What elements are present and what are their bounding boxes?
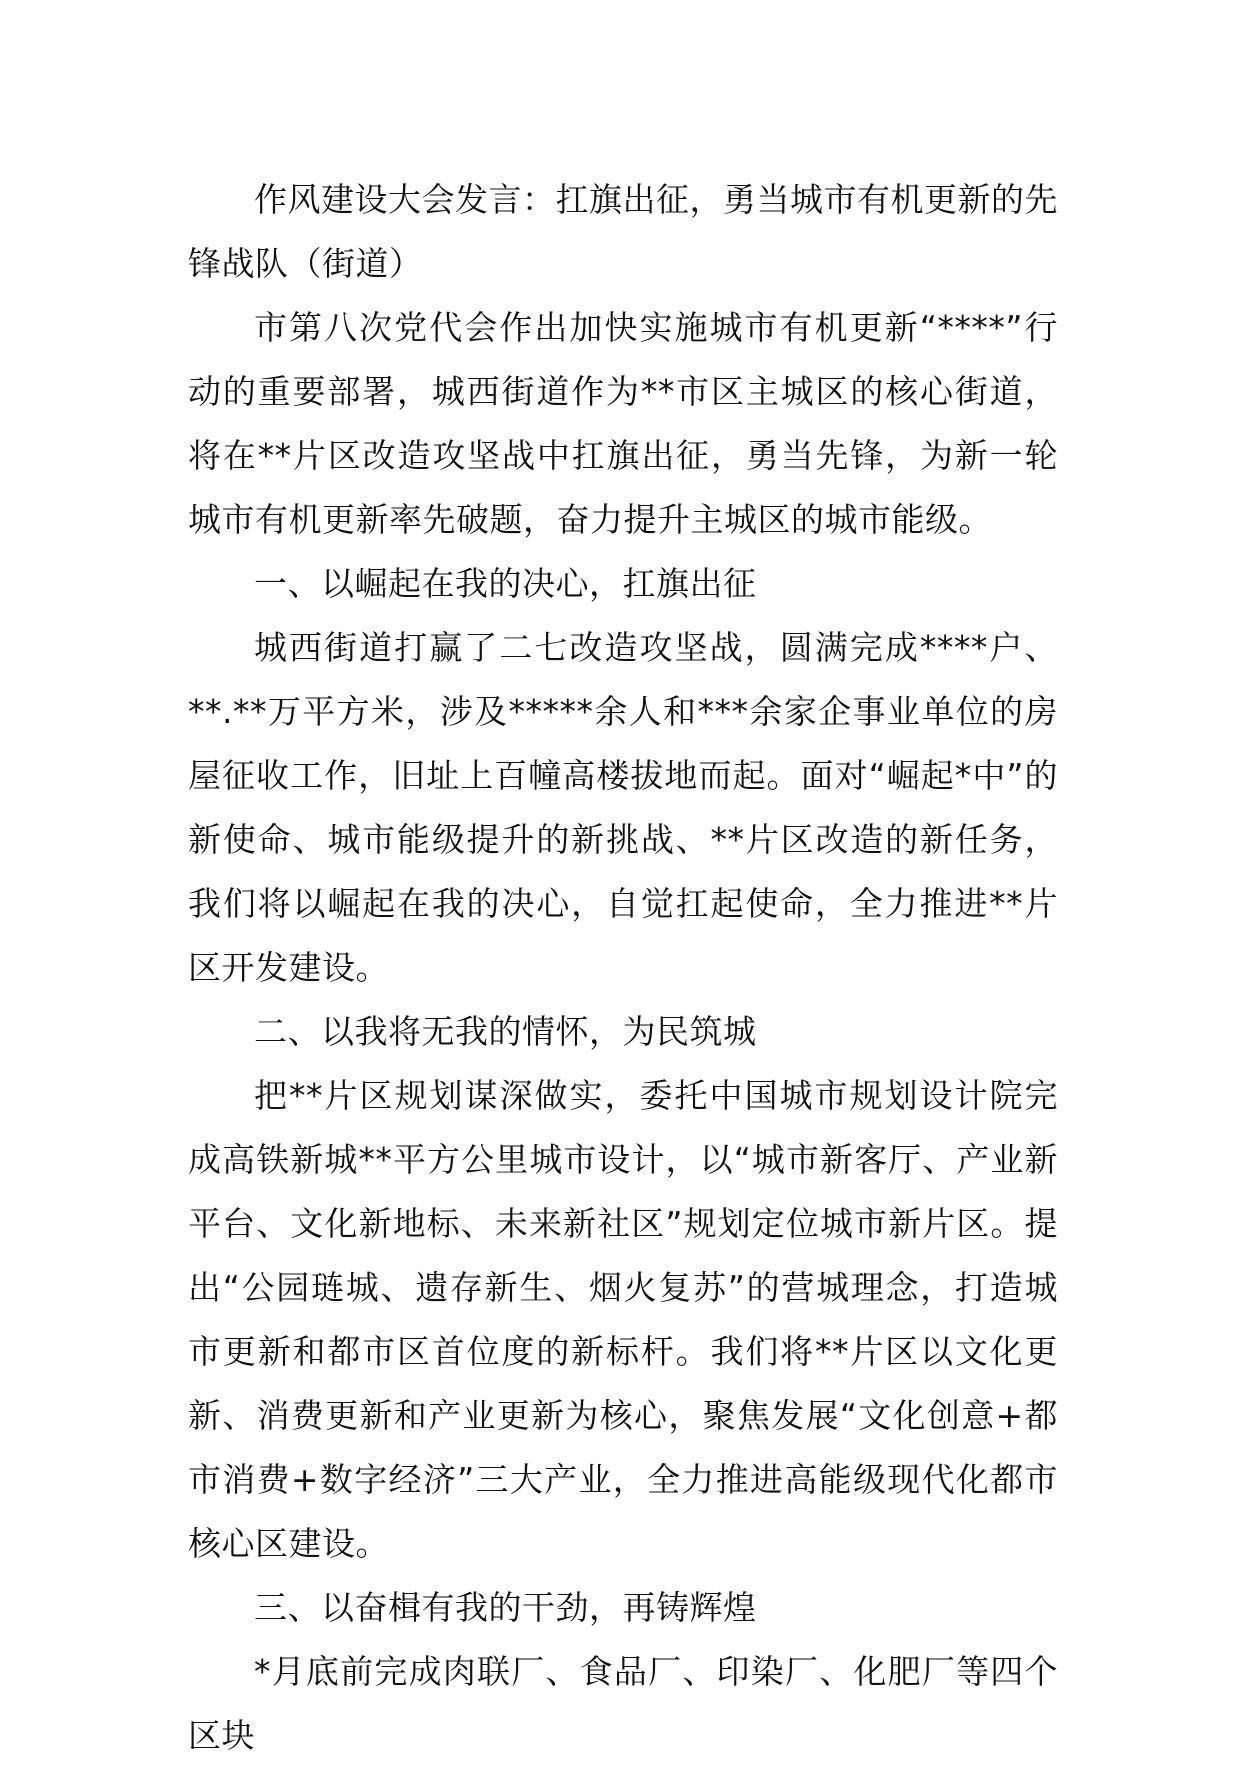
section-3-body: *月底前完成肉联厂、食品厂、印染厂、化肥厂等四个区块 xyxy=(188,1652,1058,1755)
section-3-heading: 三、以奋楫有我的干劲，再铸辉煌 xyxy=(254,1588,757,1627)
intro-paragraph: 市第八次党代会作出加快实施城市有机更新“****”行动的重要部署，城西街道作为**市区主城区的核心街道，将在**片区改造攻坚战中扛旗出征，勇当先锋，为新一轮城市有机更新率先破题，奋力提升主城区的城市能级。 xyxy=(188,308,1058,539)
section-2-body: 把**片区规划谋深做实，委托中国城市规划设计院完成高铁新城**平方公里城市设计，以“城市新客厅、产业新平台、文化新地标、未来新社区”规划定位城市新片区。提出“公园琏城、遗存新生、烟火复苏”的营城理念，打造城市更新和都市区首位度的新标杆。我们将**片区以文化更新、消费更新和产业更新为核心，聚焦发展“文化创意+都市消费+数字经济”三大产业，全力推进高能级现代化都市核心区建设。 xyxy=(188,1076,1058,1563)
section-1-body: 城西街道打赢了二七改造攻坚战，圆满完成****户、**.**万平方米，涉及*****余人和***余家企事业单位的房屋征收工作，旧址上百幢高楼拔地而起。面对“崛起*中”的新使命、城市能级提升的新挑战、**片区改造的新任务，我们将以崛起在我的决心，自觉扛起使命，全力推进**片区开发建设。 xyxy=(188,628,1058,987)
section-1-heading: 一、以崛起在我的决心，扛旗出征 xyxy=(254,564,757,603)
document-title: 作风建设大会发言：扛旗出征，勇当城市有机更新的先锋战队（街道） xyxy=(188,180,1058,283)
document-body xyxy=(188,168,1058,1768)
section-2-heading: 二、以我将无我的情怀，为民筑城 xyxy=(254,1012,757,1051)
